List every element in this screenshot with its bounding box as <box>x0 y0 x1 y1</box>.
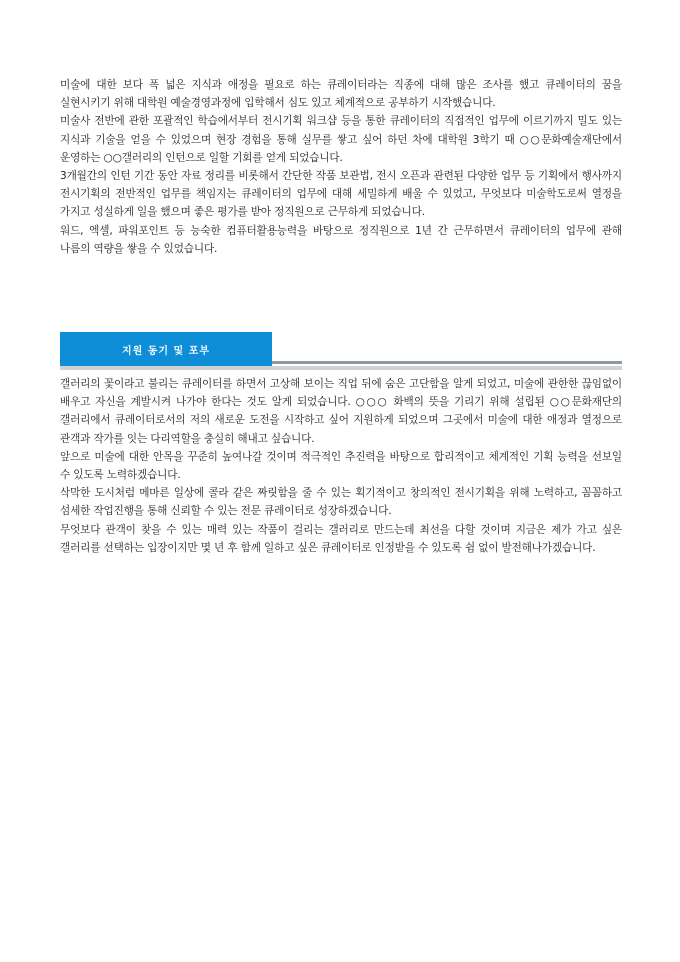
paragraph-internship-opportunity: 미술사 전반에 관한 포괄적인 학습에서부터 전시기획 워크샵 등을 통한 큐레이터의 직접적인 업무에 이르기까지 밀도 있는 지식과 기술을 얻을 수 있었으며 현장 경험을 통해 실무를 쌓고 싶어 하던 차에 대학원 3학기 때 ○○문화예술재단에서 운영하는 ○○갤러리의 인턴으로 일할 기회를 얻게 되었습니다. <box>60 115 622 164</box>
career-experience-section <box>60 76 622 258</box>
paragraph-graduate-study: 미술에 대한 보다 폭 넓은 지식과 애정을 필요로 하는 큐레이터라는 직종에 대해 많은 조사를 했고 큐레이터의 꿈을 실현시키기 위해 대학원 예술경영과정에 입학해서 심도 있고 체계적으로 공부하기 시작했습니다. <box>60 79 622 110</box>
paragraph-gallery-curator: 갤러리의 꽃이라고 불리는 큐레이터를 하면서 고상해 보이는 직업 뒤에 숨은 고단함을 알게 되었고, 미술에 관한한 끊임없이 배우고 자신을 계발시켜 나가야 한다는 것도 알게 되었습니다. ○○○ 화백의 뜻을 기리기 위해 설립된 ○○문화재단의 갤러리에서 큐레이터로서의 저의 새로운 도전을 시작하고 싶어 지원하게 되었으며 그곳에서 미술에 대한 애정과 열정으로 관객과 작가를 잇는 다리역할을 충실히 해내고 싶습니다. <box>60 378 622 445</box>
paragraph-future-goal: 무엇보다 관객이 찾을 수 있는 매력 있는 작품이 걸리는 갤러리로 만드는데 최선을 다할 것이며 지금은 제가 가고 싶은 갤러리를 선택하는 입장이지만 몇 년 후 함께 일하고 싶은 큐레이터로 인정받을 수 있도록 쉼 없이 발전해나가겠습니다. <box>60 523 622 554</box>
paragraph-computer-skills: 워드, 엑셀, 파워포인트 등 능숙한 컴퓨터활용능력을 바탕으로 정직원으로 1년 간 근무하면서 큐레이터의 업무에 관해 나름의 역량을 쌓을 수 있었습니다. <box>60 224 622 255</box>
motivation-section <box>60 375 622 557</box>
section-header-motivation <box>60 332 622 372</box>
paragraph-creative-exhibitions: 삭막한 도시처럼 메마른 일상에 콜라 같은 짜릿함을 줄 수 있는 획기적이고 창의적인 전시기획을 위해 노력하고, 꼼꼼하고 섬세한 작업진행을 통해 신뢰할 수 있는 전문 큐레이터로 성장하겠습니다. <box>60 487 622 518</box>
section-divider-dark <box>272 361 622 364</box>
paragraph-planning-ability: 앞으로 미술에 대한 안목을 꾸준히 높여나갈 것이며 적극적인 추진력을 바탕으로 합리적이고 체계적인 기획 능력을 선보일 수 있도록 노력하겠습니다. <box>60 450 622 482</box>
section-divider-light <box>60 366 622 370</box>
paragraph-internship-duties: 3개월간의 인턴 기간 동안 자료 정리를 비롯해서 간단한 작품 보관법, 전시 오픈과 관련된 다양한 업무 등 기획에서 행사까지 전시기획의 전반적인 업무를 책임지는 큐레이터의 업무에 대해 세밀하게 배울 수 있었고, 무엇보다 미술학도로써 열정을 가지고 성실하게 일을 했으며 좋은 평가를 받아 정직원으로 근무하게 되었습니다. <box>60 170 622 219</box>
section-title: 지원 동기 및 포부 <box>60 332 272 366</box>
